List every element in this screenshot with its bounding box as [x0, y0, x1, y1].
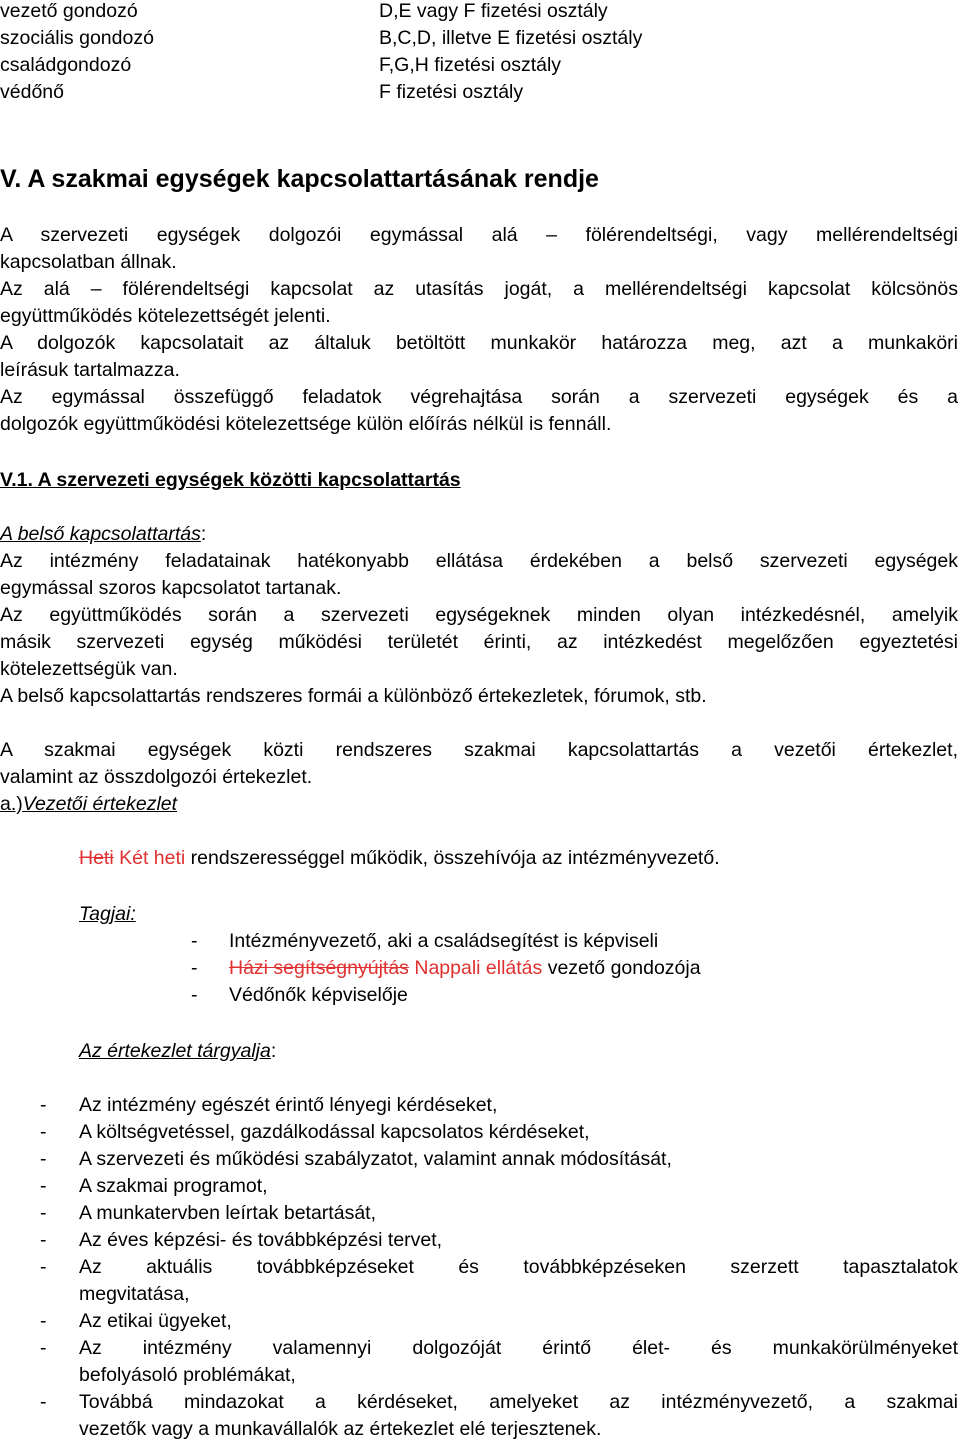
meeting-frequency: Heti Két heti rendszerességgel működik, összehívója az intézményvezető.	[79, 847, 720, 869]
subsection-number: V.1.	[0, 469, 33, 491]
text-line: egymással szoros kapcsolatot tartanak.	[0, 577, 342, 599]
inner-communication-label: A belső kapcsolattartás:	[0, 523, 207, 545]
list-item: Az intézmény egészét érintő lényegi kérdéseket,	[79, 1094, 498, 1116]
list-item: A szakmai programot,	[79, 1175, 268, 1197]
list-item: A költségvetéssel, gazdálkodással kapcsolatos kérdéseket,	[79, 1121, 590, 1143]
list-bullet: -	[40, 1202, 47, 1224]
list-bullet: -	[40, 1391, 47, 1413]
list-item: Az éves képzési- és továbbképzési tervet,	[79, 1229, 443, 1251]
list-item-continuation: vezetők vagy a munkavállalók az értekezlet elé terjesztenek.	[79, 1418, 602, 1440]
list-item: Az etikai ügyeket,	[79, 1310, 232, 1332]
list-item: A szervezeti és működési szabályzatot, valamint annak módosítását,	[79, 1148, 672, 1170]
list-bullet: -	[40, 1121, 47, 1143]
inserted-text: Nappali ellátás	[414, 957, 543, 979]
deleted-text: Heti	[79, 847, 114, 869]
list-item: Intézményvezető, aki a családsegítést is képviseli	[229, 930, 659, 952]
list-item: Védőnők képviselője	[229, 984, 408, 1006]
text-line: kapcsolatban állnak.	[0, 251, 177, 273]
list-bullet: -	[40, 1310, 47, 1332]
list-bullet: -	[40, 1337, 47, 1359]
list-item: Házi segítségnyújtás Nappali ellátás vezető gondozója	[229, 957, 701, 979]
text-line: Az intézmény feladatainak hatékonyabb ellátása érdekében a belső szervezeti egységek	[0, 550, 958, 572]
band-label: D,E vagy F fizetési osztály	[379, 0, 608, 22]
list-item: Továbbá mindazokat a kérdéseket, amelyeket az intézményvezető, a szakmai	[79, 1391, 958, 1413]
members-label: Tagjai:	[79, 903, 136, 925]
list-item: Az aktuális továbbképzéseket és továbbképzéseken szerzett tapasztalatok	[79, 1256, 958, 1278]
deleted-text: Házi segítségnyújtás	[229, 957, 409, 979]
band-label: F fizetési osztály	[379, 81, 524, 103]
agenda-label: Az értekezlet tárgyalja:	[79, 1040, 277, 1062]
band-label: B,C,D, illetve E fizetési osztály	[379, 27, 643, 49]
band-label: F,G,H fizetési osztály	[379, 54, 562, 76]
list-bullet: -	[40, 1229, 47, 1251]
text-line: együttműködés kötelezettségét jelenti.	[0, 305, 331, 327]
text-line: A szervezeti egységek dolgozói egymással alá – fölérendeltségi, vagy mellérendeltségi	[0, 224, 958, 246]
list-bullet: -	[40, 1256, 47, 1278]
text-line: dolgozók együttműködési kötelezettsége külön előírás nélkül is fennáll.	[0, 413, 612, 435]
list-bullet: -	[191, 957, 198, 979]
text-line: leírásuk tartalmazza.	[0, 359, 180, 381]
role-label: vezető gondozó	[0, 0, 138, 22]
list-item: Az intézmény valamennyi dolgozóját érintő élet- és munkakörülményeket	[79, 1337, 958, 1359]
text-line: Az egymással összefüggő feladatok végrehajtása során a szervezeti egységek és a	[0, 386, 958, 408]
text-line: A belső kapcsolattartás rendszeres formái a különböző értekezletek, fórumok, stb.	[0, 685, 707, 707]
list-item-continuation: befolyásoló problémákat,	[79, 1364, 296, 1386]
subsection-heading	[0, 467, 461, 494]
list-bullet: -	[40, 1094, 47, 1116]
list-bullet: -	[40, 1175, 47, 1197]
list-bullet: -	[191, 930, 198, 952]
text-line: kötelezettségük van.	[0, 658, 178, 680]
text-line: valamint az összdolgozói értekezlet.	[0, 766, 313, 788]
text-line: A dolgozók kapcsolatait az általuk betöltött munkakör határozza meg, azt a munkaköri	[0, 332, 958, 354]
inserted-text: Két heti	[119, 847, 186, 869]
role-label: szociális gondozó	[0, 27, 154, 49]
list-item: A munkatervben leírtak betartását,	[79, 1202, 376, 1224]
text-line: Az együttműködés során a szervezeti egységeknek minden olyan intézkedésnél, amelyik	[0, 604, 958, 626]
text-line: A szakmai egységek közti rendszeres szakmai kapcsolattartás a vezetői értekezlet,	[0, 739, 958, 761]
role-label: családgondozó	[0, 54, 132, 76]
list-bullet: -	[40, 1148, 47, 1170]
list-bullet: -	[191, 984, 198, 1006]
section-heading: V. A szakmai egységek kapcsolattartásának rendje	[0, 165, 599, 193]
text-line: másik szervezeti egység működési területét érinti, az intézkedést megelőzően egyeztetési	[0, 631, 958, 653]
subsection-title: A szervezeti egységek közötti kapcsolattartás	[37, 469, 461, 491]
text-line: Az alá – fölérendeltségi kapcsolat az utasítás jogát, a mellérendeltségi kapcsolat kölcsönös	[0, 278, 958, 300]
role-label: védőnő	[0, 81, 64, 103]
meeting-heading: a.)Vezetői értekezlet	[0, 793, 178, 815]
list-item-continuation: megvitatása,	[79, 1283, 190, 1305]
